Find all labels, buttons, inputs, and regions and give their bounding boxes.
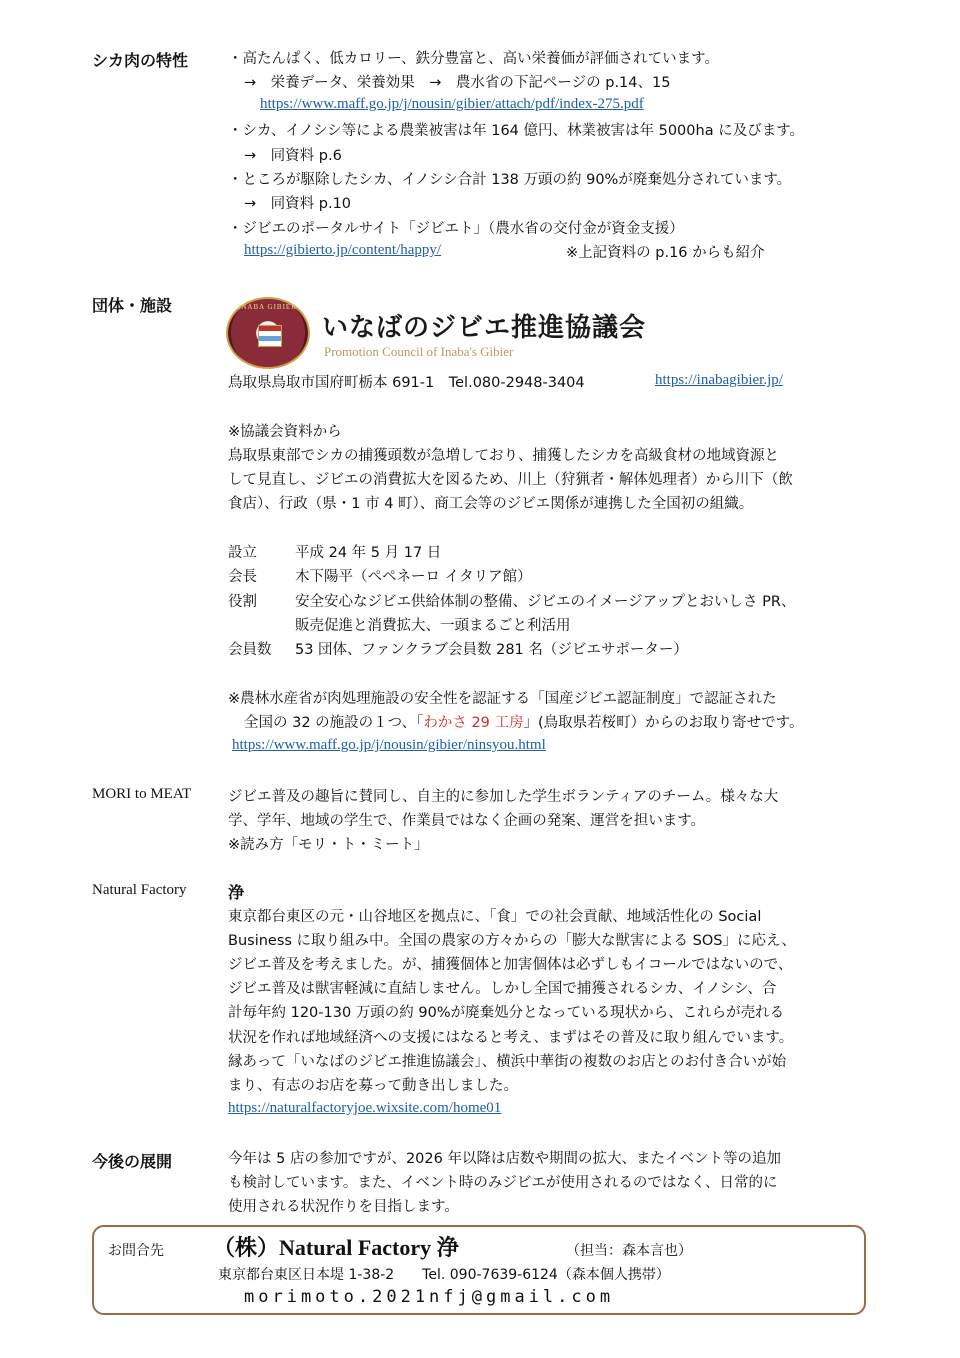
inaba-gibier-emblem-icon bbox=[226, 297, 310, 369]
bullet-disposal: ・ところが駆除したシカ、イノシシ合計 138 万頭の約 90%が廃棄処分されています。 bbox=[228, 172, 792, 188]
contact-label: お問合先 bbox=[108, 1243, 164, 1259]
maff-pdf-link[interactable]: https://www.maff.go.jp/j/nousin/gibier/attach/pdf/index-275.pdf bbox=[260, 96, 644, 112]
fact-value: 安全安心なジビエ供給体制の整備、ジビエのイメージアップとおいしさ PR、 bbox=[295, 594, 796, 610]
damage-ref: → 同資料 p.6 bbox=[244, 148, 342, 164]
nf-line: 東京都台東区の元・山谷地区を拠点に、「食」での社会貢献、地域活性化の Social bbox=[228, 909, 762, 925]
bullet-portal: ・ジビエのポータルサイト「ジビエト」（農水省の交付金が資金支援） bbox=[228, 221, 684, 237]
fact-key: 設立 bbox=[228, 545, 257, 561]
council-address: 鳥取県鳥取市国府町栃本 691-1 Tel.080-2948-3404 bbox=[228, 375, 585, 391]
wakasa-highlight: わかさ 29 工房 bbox=[423, 715, 524, 731]
cert-line-2 bbox=[244, 711, 804, 735]
contact-company: （株）Natural Factory 浄 bbox=[213, 1235, 459, 1260]
natural-factory-kanji: 浄 bbox=[228, 883, 245, 902]
contact-person: （担当：森本言也） bbox=[566, 1243, 692, 1259]
nutrition-ref: → 栄養データ、栄養効果 → 農水省の下記ページの p.14、15 bbox=[244, 75, 671, 91]
council-website-link[interactable]: https://inabagibier.jp/ bbox=[655, 372, 783, 388]
future-line: も検討しています。また、イベント時のみジビエが使用されるのではなく、日常的に bbox=[228, 1175, 778, 1191]
council-desc-line: 鳥取県東部でシカの捕獲頭数が急増しており、捕獲したシカを高級食材の地域資源と bbox=[228, 448, 779, 464]
fact-key: 役割 bbox=[228, 594, 257, 610]
nf-line: まり、有志のお店を募って動き出しました。 bbox=[228, 1078, 518, 1094]
logo-subtitle: Promotion Council of Inaba's Gibier bbox=[324, 344, 514, 359]
ninsyou-link[interactable]: https://www.maff.go.jp/j/nousin/gibier/ninsyou.html bbox=[232, 737, 546, 753]
section-label-natural-factory: Natural Factory bbox=[92, 882, 187, 898]
nf-line: ジビエ普及は獣害軽減に直結しません。しかし全国で捕獲されるシカ、イノシシ、合 bbox=[228, 981, 777, 997]
fact-value: 53 団体、ファンクラブ会員数 281 名（ジビエサポーター） bbox=[295, 642, 688, 658]
section-label-mori-to-meat: MORI to MEAT bbox=[92, 786, 192, 802]
section-label-organization: 団体・施設 bbox=[92, 296, 173, 315]
gibierto-link[interactable]: https://gibierto.jp/content/happy/ bbox=[244, 242, 442, 258]
council-desc-line: 食店）、行政（県・1 市 4 町）、商工会等のジビエ関係が連携した全国初の組織。 bbox=[228, 496, 754, 512]
contact-email[interactable]: morimoto.2021nfj@gmail.com bbox=[244, 1287, 615, 1307]
mori-line: ※読み方「モリ・ト・ミート」 bbox=[228, 837, 429, 853]
fact-key: 会員数 bbox=[228, 642, 272, 658]
nf-line: 縁あって「いなばのジビエ推進協議会」、横浜中華街の複数のお店とのお付き合いが始 bbox=[228, 1054, 787, 1070]
disposal-ref: → 同資料 p.10 bbox=[244, 196, 352, 212]
council-desc-line: して見直し、ジビエの消費拡大を図るため、川上（狩猟者・解体処理者）から川下（飲 bbox=[228, 472, 793, 488]
mori-line: 学、学年、地域の学生で、作業員ではなく企画の発案、運営を担います。 bbox=[228, 813, 706, 829]
section-label-venison-features: シカ肉の特性 bbox=[92, 51, 189, 70]
contact-address-tel: 東京都台東区日本堤 1-38-2 Tel. 090-7639-6124（森本個人携帯） bbox=[218, 1267, 670, 1283]
fact-value-cont: 販売促進と消費拡大、一頭まるごと利活用 bbox=[295, 618, 571, 634]
portal-note: ※上記資料の p.16 からも紹介 bbox=[566, 245, 765, 261]
section-label-future: 今後の展開 bbox=[92, 1152, 173, 1171]
emblem-shield bbox=[258, 325, 282, 347]
cert-pre: 全国の 32 の施設の１つ、「 bbox=[244, 715, 424, 731]
fact-key: 会長 bbox=[228, 569, 257, 585]
cert-line: ※農林水産省が肉処理施設の安全性を認証する「国産ジビエ認証制度」で認証された bbox=[228, 691, 777, 707]
mori-line: ジビエ普及の趣旨に賛同し、自主的に参加した学生ボランティアのチーム。様々な大 bbox=[228, 789, 779, 805]
nf-line: 状況を作れば地域経済への支援にはなると考え、まずはその普及に取り組んでいます。 bbox=[228, 1030, 794, 1046]
bullet-damage: ・シカ、イノシシ等による農業被害は年 164 億円、林業被害は年 5000ha に及びます。 bbox=[228, 123, 805, 139]
bullet-nutrition: ・高たんぱく、低カロリー、鉄分豊富と、高い栄養価が評価されています。 bbox=[228, 51, 719, 67]
future-line: 使用される状況作りを目指します。 bbox=[228, 1199, 459, 1215]
fact-value: 平成 24 年 5 月 17 日 bbox=[295, 545, 442, 561]
nf-line: ジビエ普及を考えました。が、捕獲個体と加害個体は必ずしもイコールではないので、 bbox=[228, 957, 793, 973]
emblem-arc-text: INABA GIBIER bbox=[238, 303, 297, 311]
fact-value: 木下陽平（ペペネーロ イタリア館） bbox=[295, 569, 532, 585]
natural-factory-link[interactable]: https://naturalfactoryjoe.wixsite.com/home01 bbox=[228, 1100, 502, 1116]
nf-line: 計毎年約 120-130 万頭の約 90%が廃棄処分となっている現状から、これらが売れる bbox=[228, 1005, 785, 1021]
nf-line: Business に取り組み中。全国の農家の方々からの「膨大な獣害による SOS」に応え、 bbox=[228, 933, 796, 949]
council-note-head: ※協議会資料から bbox=[228, 424, 342, 440]
cert-post: 」(鳥取県若桜町）からのお取り寄せです。 bbox=[523, 715, 804, 731]
logo-title: いなばのジビエ推進協議会 bbox=[322, 313, 647, 343]
future-line: 今年は 5 店の参加ですが、2026 年以降は店数や期間の拡大、またイベント等の追加 bbox=[228, 1151, 781, 1167]
